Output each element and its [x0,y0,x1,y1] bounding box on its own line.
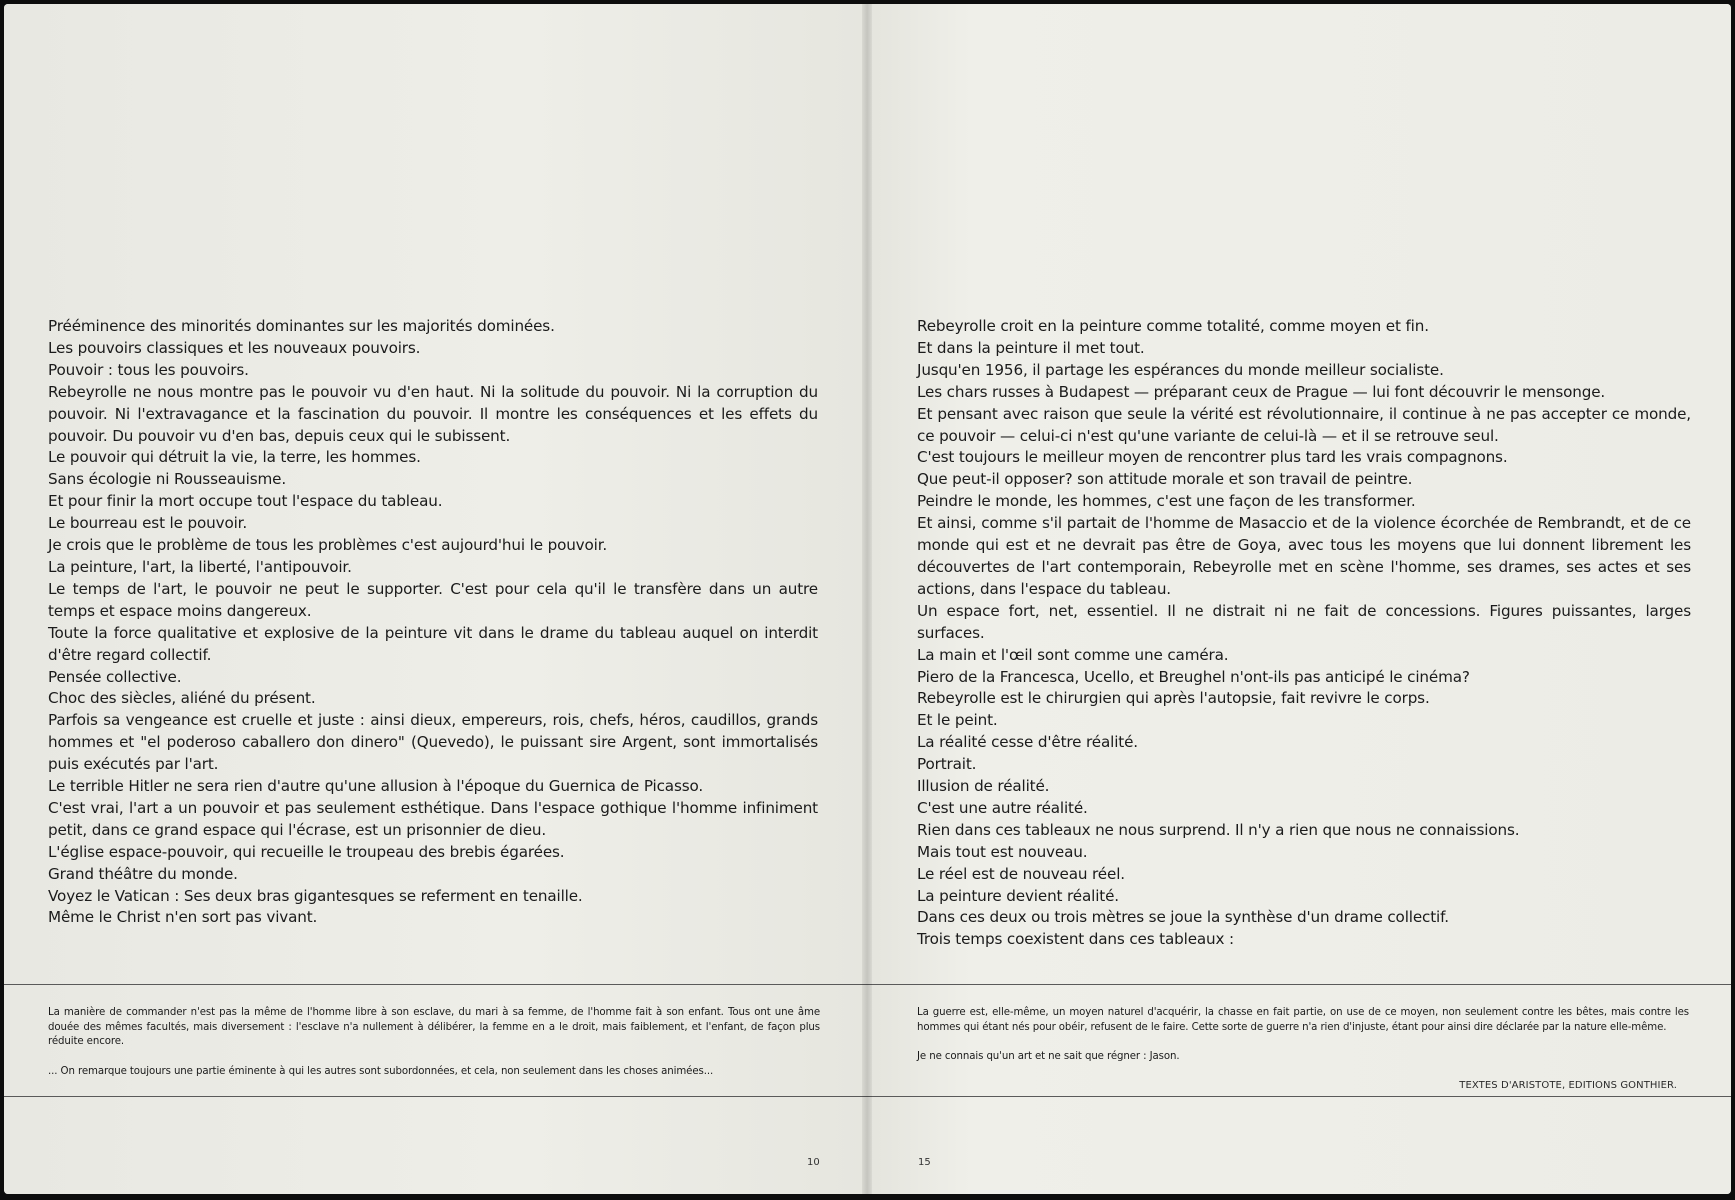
left-footnote [48,1006,820,1079]
left-line: L'église espace-pouvoir, qui recueille le troupeau des brebis égarées. [48,842,565,861]
right-line: Que peut-il opposer? son attitude morale et son travail de peintre. [917,470,1413,489]
left-footnote-quote: ... On remarque toujours une partie éminente à qui les autres sont subordonnées, et cela, non seulement dans les choses animées... [48,1065,714,1077]
left-line: Sans écologie ni Rousseauisme. [48,470,287,489]
right-line: Et ainsi, comme s'il partait de l'homme de Masaccio et de la violence écorchée de Rembrandt, et de ce monde qui est et ne devrait pas être de Goya, avec tous les moyens que lui donnent librement les découvertes de l'art contemporain, Rebeyrolle met en scène l'homme, ses drames, ses actes et ses actions, dans l'espace du tableau. [917,514,1691,598]
left-line: Le pouvoir qui détruit la vie, la terre, les hommes. [48,448,421,467]
left-line: Parfois sa vengeance est cruelle et juste : ainsi dieux, empereurs, rois, chefs, héros, caudillos, grands hommes et "el poderoso caballero don dinero" (Quevedo), le puissant sire Argent, sont immortalisés puis exécutés par l'art. [48,711,818,774]
right-page [867,4,1731,1194]
left-line: Pensée collective. [48,667,182,686]
page-number-left: 10 [807,1157,820,1168]
left-line: Pouvoir : tous les pouvoirs. [48,360,249,379]
right-line: La main et l'œil sont comme une caméra. [917,645,1229,664]
left-line: La peinture, l'art, la liberté, l'antipouvoir. [48,557,352,576]
right-footnote [917,1006,1689,1065]
right-line: Rien dans ces tableaux ne nous surprend. Il n'y a rien que nous ne connaissions. [917,820,1520,839]
source-credit: TEXTES D'ARISTOTE, EDITIONS GONTHIER. [1459,1080,1677,1091]
footnote-bottom-rule [867,1096,1731,1097]
left-line: Même le Christ n'en sort pas vivant. [48,908,318,927]
left-line: Le bourreau est le pouvoir. [48,514,248,533]
left-line: Voyez le Vatican : Ses deux bras gigantesques se referment en tenaille. [48,886,583,905]
book-gutter [862,4,872,1194]
right-line: Trois temps coexistent dans ces tableaux : [917,930,1235,949]
right-line: Le réel est de nouveau réel. [917,864,1125,883]
left-line: Toute la force qualitative et explosive de la peinture vit dans le drame du tableau auquel on interdit d'être regard collectif. [48,623,818,664]
left-line: Le temps de l'art, le pouvoir ne peut le supporter. C'est pour cela qu'il le transfère dans un autre temps et espace moins dangereux. [48,579,818,620]
right-footnote-quote: La guerre est, elle-même, un moyen naturel d'acquérir, la chasse en fait partie, on use de ce moyen, non seulement contre les bêtes, mais contre les hommes qui étant nés pour obéir, refusent de le faire. Cette sorte de guerre n'a rien d'injuste, étant pour ainsi dire déclarée par la nature elle-même. [917,1007,1689,1033]
left-line: Choc des siècles, aliéné du présent. [48,689,316,708]
right-line: Jusqu'en 1956, il partage les espérances du monde meilleur socialiste. [917,360,1444,379]
right-line: La réalité cesse d'être réalité. [917,733,1138,752]
footnote-bottom-rule [4,1096,867,1097]
right-line: Peindre le monde, les hommes, c'est une façon de les transformer. [917,492,1416,511]
book-spread [4,4,1731,1194]
left-body-text [48,316,818,929]
right-line: Et dans la peinture il met tout. [917,338,1145,357]
left-line: Prééminence des minorités dominantes sur les majorités dominées. [48,317,555,335]
right-line: Portrait. [917,755,977,774]
right-line: C'est toujours le meilleur moyen de rencontrer plus tard les vrais compagnons. [917,448,1508,467]
footnote-top-rule [867,984,1731,985]
left-line: Les pouvoirs classiques et les nouveaux pouvoirs. [48,338,421,357]
left-line: C'est vrai, l'art a un pouvoir et pas seulement esthétique. Dans l'espace gothique l'homme infiniment petit, dans ce grand espace qui l'écrase, est un prisonnier de dieu. [48,798,818,839]
right-line: Dans ces deux ou trois mètres se joue la synthèse d'un drame collectif. [917,908,1449,927]
right-line: Les chars russes à Budapest — préparant ceux de Prague — lui font découvrir le mensonge. [917,382,1606,401]
left-page [4,4,867,1194]
right-footnote-quote: Je ne connais qu'un art et ne sait que régner : Jason. [917,1051,1180,1063]
left-footnote-quote: La manière de commander n'est pas la même de l'homme libre à son esclave, du mari à sa femme, de l'homme fait à son enfant. Tous ont une âme douée des mêmes facultés, mais diversement : l'esclave n'a nullement à délibérer, la femme en a le droit, mais faiblement, et l'enfant, de façon plus réduite encore. [48,1007,820,1048]
right-line: Rebeyrolle est le chirurgien qui après l'autopsie, fait revivre le corps. [917,689,1430,708]
right-line: C'est une autre réalité. [917,798,1088,817]
right-line: Rebeyrolle croit en la peinture comme totalité, comme moyen et fin. [917,317,1429,335]
right-line: Piero de la Francesca, Ucello, et Breughel n'ont-ils pas anticipé le cinéma? [917,667,1470,686]
footnote-top-rule [4,984,867,985]
right-line: Mais tout est nouveau. [917,842,1088,861]
right-line: Et le peint. [917,711,998,730]
right-body-text [917,316,1691,951]
left-line: Je crois que le problème de tous les problèmes c'est aujourd'hui le pouvoir. [48,536,608,555]
right-line: La peinture devient réalité. [917,886,1119,905]
right-line: Illusion de réalité. [917,777,1050,796]
right-line: Et pensant avec raison que seule la vérité est révolutionnaire, il continue à ne pas accepter ce monde, ce pouvoir — celui-ci n'est qu'une variante de celui-là — et il se retrouve seul. [917,404,1691,445]
left-line: Le terrible Hitler ne sera rien d'autre qu'une allusion à l'époque du Guernica de Picasso. [48,777,704,796]
left-line: Et pour finir la mort occupe tout l'espace du tableau. [48,492,443,511]
page-number-right: 15 [918,1157,931,1168]
left-line: Rebeyrolle ne nous montre pas le pouvoir vu d'en haut. Ni la solitude du pouvoir. Ni la corruption du pouvoir. Ni l'extravagance et la fascination du pouvoir. Il montre les conséquences et les effets du pouvoir. Du pouvoir vu d'en bas, depuis ceux qui le subissent. [48,382,818,445]
right-line: Un espace fort, net, essentiel. Il ne distrait ni ne fait de concessions. Figures puissantes, larges surfaces. [917,601,1691,642]
left-line: Grand théâtre du monde. [48,864,238,883]
